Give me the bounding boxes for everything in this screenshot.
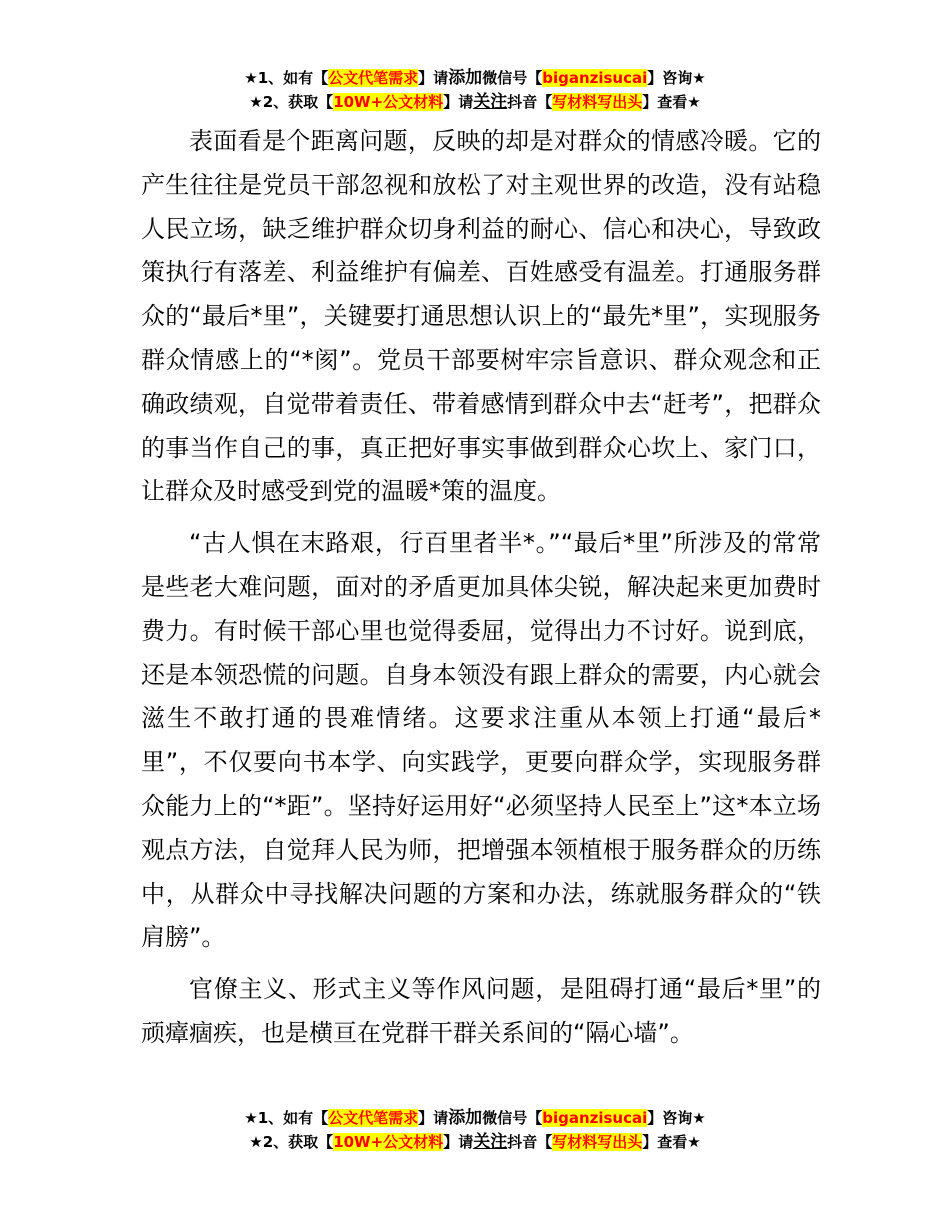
highlight-materials: 10W+公文材料 [333, 1133, 444, 1151]
highlight-service: 公文代笔需求 [328, 69, 419, 87]
footer-banner [0, 1106, 950, 1154]
highlight-wechat-id: biganzisucai [542, 69, 648, 87]
highlight-douyin-account: 写材料写出头 [552, 1133, 643, 1151]
document-body [141, 120, 821, 1056]
banner-line-2 [0, 90, 950, 114]
paragraph: “古人惧在末路艰，行百里者半*。”“最后*里”所涉及的常常是些老大难问题，面对的矛盾更加具体尖锐，解决起来更加费时费力。有时候干部心里也觉得委屈，觉得出力不讨好。说到底，还是本领恐慌的问题。自身本领没有跟上群众的需要，内心就会滋生不敢打通的畏难情绪。这要求注重从本领上打通“最后*里”，不仅要向书本学、向实践学，更要向群众学，实现服务群众能力上的“*距”。坚持好运用好“必须坚持人民至上”这*本立场观点方法，自觉拜人民为师，把增强本领植根于服务群众的历练中，从群众中寻找解决问题的方案和办法，练就服务群众的“铁肩膀”。 [141, 529, 821, 952]
paragraph: 表面看是个距离问题，反映的却是对群众的情感冷暖。它的产生往往是党员干部忽视和放松了对主观世界的改造，没有站稳人民立场，缺乏维护群众切身利益的耐心、信心和决心，导致政策执行有落差、利益维护有偏差、百姓感受有温差。打通服务群众的“最后*里”，关键要打通思想认识上的“最先*里”，实现服务群众情感上的“*阂”。党员干部要树牢宗旨意识、群众观念和正确政绩观，自觉带着责任、带着感情到群众中去“赶考”，把群众的事当作自己的事，真正把好事实事做到群众心坎上、家门口，让群众及时感受到党的温暖*策的温度。 [141, 127, 821, 506]
banner-text: 】请 [443, 93, 474, 111]
banner-text: 微信号【 [482, 69, 543, 87]
banner-text: ★1、如有【 [244, 1109, 329, 1127]
header-banner [0, 66, 950, 114]
banner-line-1 [0, 66, 950, 90]
banner-text: 】查看★ [642, 1133, 701, 1151]
highlight-service: 公文代笔需求 [328, 1109, 419, 1127]
banner-emphasis: 添加 [448, 68, 483, 88]
paragraph: 官僚主义、形式主义等作风问题，是阻碍打通“最后*里”的顽瘴痼疾，也是横亘在党群干群关系间的“隔心墙”。 [141, 975, 821, 1047]
banner-line-2 [0, 1130, 950, 1154]
banner-text: 】请 [418, 69, 449, 87]
banner-text: 】咨询★ [647, 1109, 706, 1127]
banner-emphasis: 添加 [448, 1108, 483, 1128]
highlight-douyin-account: 写材料写出头 [552, 93, 643, 111]
highlight-wechat-id: biganzisucai [542, 1109, 648, 1127]
banner-text: 】咨询★ [647, 69, 706, 87]
banner-text: ★2、获取【 [249, 1133, 334, 1151]
banner-emphasis: 关注 [473, 1132, 508, 1152]
banner-text: 抖音【 [507, 1133, 553, 1151]
banner-text: 】请 [418, 1109, 449, 1127]
highlight-materials: 10W+公文材料 [333, 93, 444, 111]
banner-text: 】请 [443, 1133, 474, 1151]
banner-text: 】查看★ [642, 93, 701, 111]
banner-line-1 [0, 1106, 950, 1130]
banner-emphasis: 关注 [473, 92, 508, 112]
banner-text: 抖音【 [507, 93, 553, 111]
banner-text: 微信号【 [482, 1109, 543, 1127]
banner-text: ★2、获取【 [249, 93, 334, 111]
banner-text: ★1、如有【 [244, 69, 329, 87]
